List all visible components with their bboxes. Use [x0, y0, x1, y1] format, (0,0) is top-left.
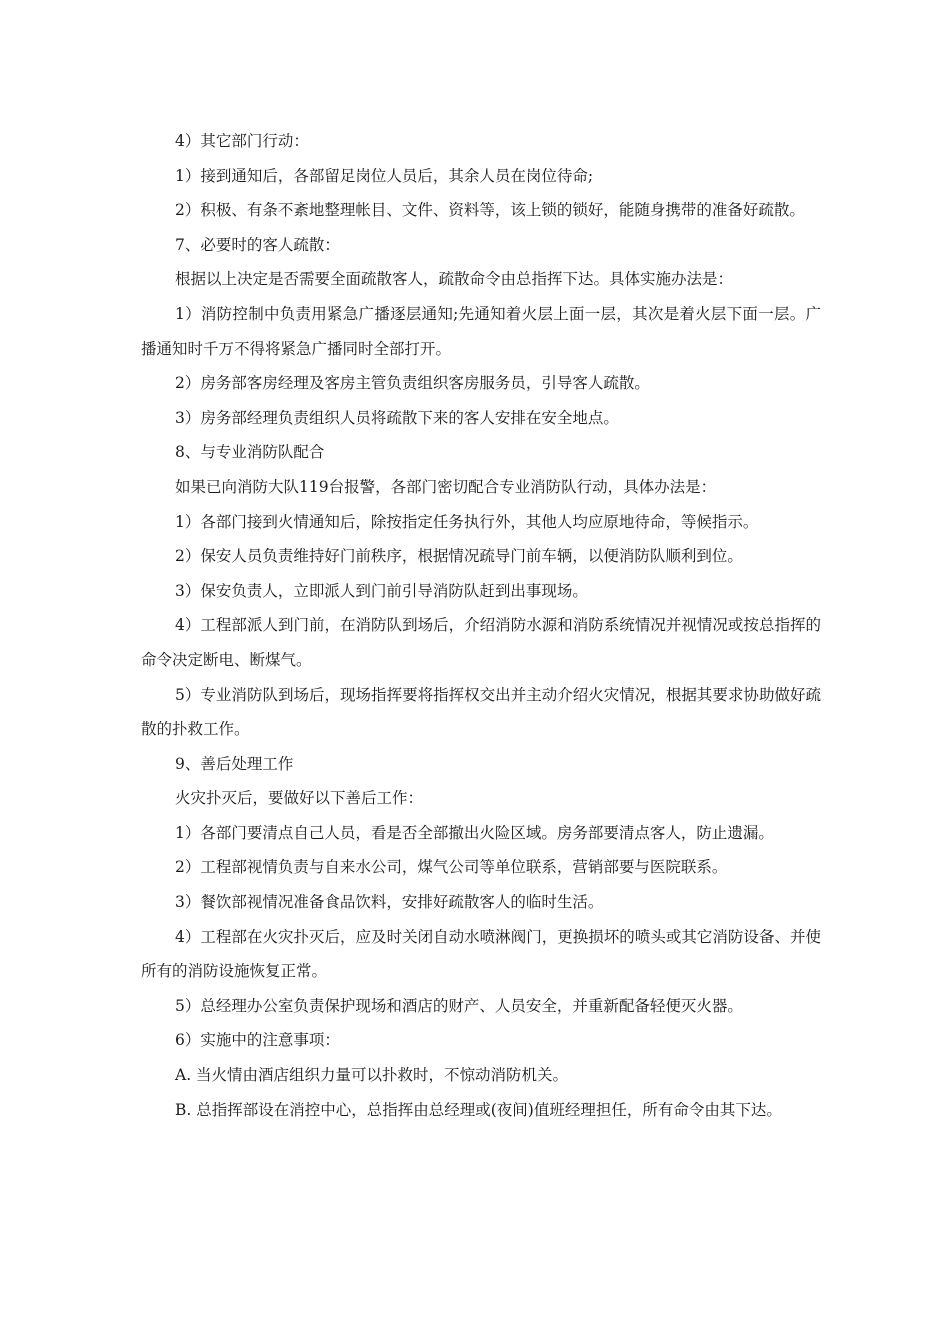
list-item: 4）工程部在火灾扑灭后，应及时关闭自动水喷淋阀门，更换损坏的喷头或其它消防设备、并使所有的消防设施恢复正常。	[141, 927, 821, 981]
section-heading-aftermath: 9、善后处理工作	[175, 754, 294, 773]
list-item: 3）保安负责人，立即派人到门前引导消防队赶到出事现场。	[175, 581, 588, 600]
list-item: B. 总指挥部设在消控中心，总指挥由总经理或(夜间)值班经理担任，所有命令由其下达。	[175, 1100, 782, 1119]
list-item: 2）积极、有条不紊地整理帐目、文件、资料等，该上锁的锁好，能随身携带的准备好疏散。	[175, 201, 805, 220]
list-item: 3）房务部经理负责组织人员将疏散下来的客人安排在安全地点。	[175, 408, 619, 427]
section-heading-guest-evacuation: 7、必要时的客人疏散：	[175, 235, 340, 254]
list-item: 4）工程部派人到门前，在消防队到场后，介绍消防水源和消防系统情况并视情况或按总指挥的命令决定断电、断煤气。	[141, 616, 821, 669]
paragraph: 根据以上决定是否需要全面疏散客人，疏散命令由总指挥下达。具体实施办法是：	[175, 270, 734, 289]
list-item: 6）实施中的注意事项：	[175, 1031, 340, 1050]
list-item: 5）专业消防队到场后，现场指挥要将指挥权交出并主动介绍火灾情况，根据其要求协助做好疏散的扑救工作。	[141, 685, 821, 739]
list-item: 2）房务部客房经理及客房主管负责组织客房服务员，引导客人疏散。	[175, 374, 650, 393]
list-item: 1）各部门接到火情通知后，除按指定任务执行外，其他人均应原地待命，等候指示。	[175, 512, 759, 531]
list-item: 2）工程部视情负责与自来水公司，煤气公司等单位联系，营销部要与医院联系。	[175, 858, 728, 877]
list-item: 1）消防控制中负责用紧急广播逐层通知;先通知着火层上面一层，其次是着火层下面一层。广播通知时千万不得将紧急广播同时全部打开。	[141, 304, 821, 358]
section-heading-fire-brigade: 8、与专业消防队配合	[175, 443, 325, 462]
list-item: A. 当火情由酒店组织力量可以扑救时，不惊动消防机关。	[175, 1066, 569, 1085]
list-item: 1）各部门要清点自己人员，看是否全部撤出火险区域。房务部要清点客人，防止遗漏。	[175, 823, 774, 842]
list-item: 2）保安人员负责维持好门前秩序，根据情况疏导门前车辆，以便消防队顺利到位。	[175, 547, 743, 566]
paragraph: 火灾扑灭后，要做好以下善后工作：	[175, 789, 424, 808]
document-body	[141, 124, 821, 1127]
list-item: 1）接到通知后，各部留足岗位人员后，其余人员在岗位待命;	[175, 166, 594, 185]
list-item: 3）餐饮部视情况准备食品饮料，安排好疏散客人的临时生活。	[175, 893, 604, 912]
paragraph: 如果已向消防大队119台报警，各部门密切配合专业消防队行动，具体办法是：	[175, 477, 717, 496]
list-item: 5）总经理办公室负责保护现场和酒店的财产、人员安全，并重新配备轻便灭火器。	[175, 996, 743, 1015]
other-departments-heading: 4）其它部门行动：	[175, 132, 309, 150]
